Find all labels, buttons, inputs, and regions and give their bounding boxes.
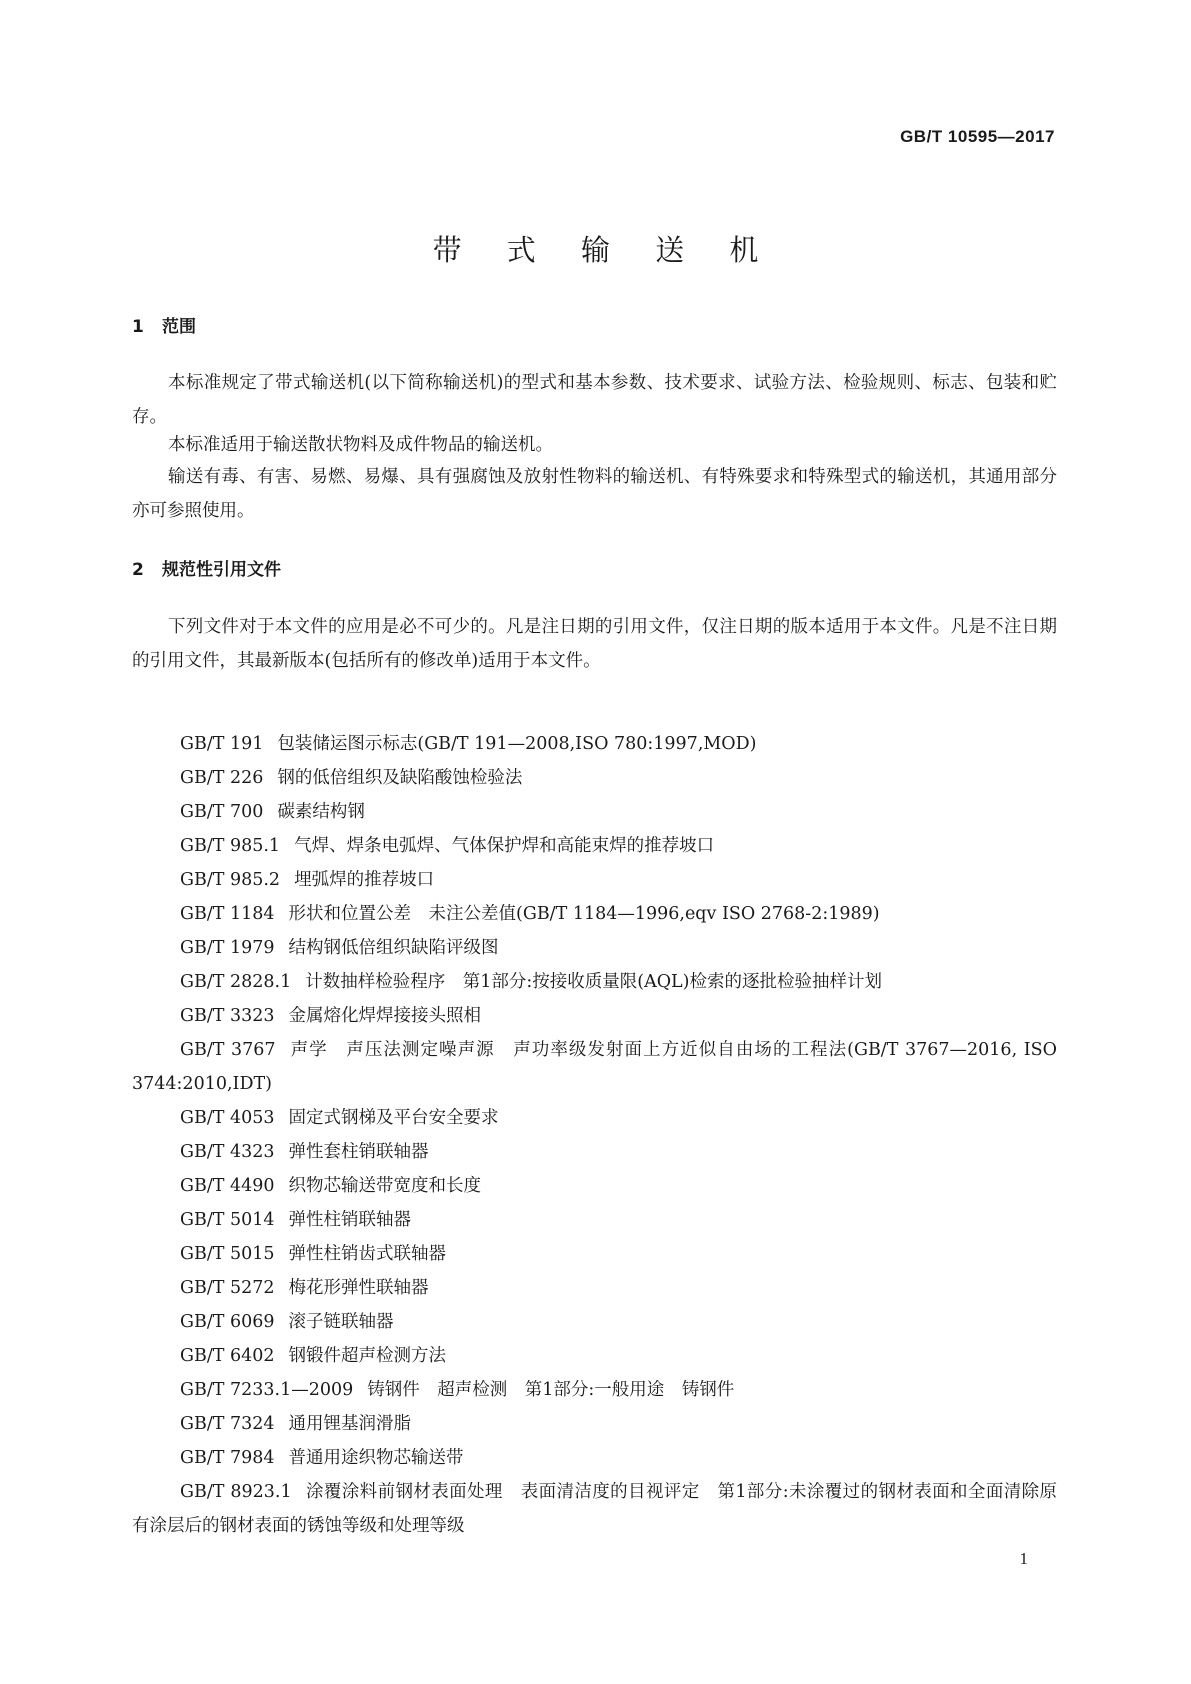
reference-code: GB/T 6402 bbox=[180, 1346, 275, 1366]
reference-item bbox=[132, 931, 1057, 965]
section-1-heading bbox=[132, 312, 196, 337]
reference-title: 形状和位置公差 未注公差值(GB/T 1184—1996,eqv ISO 2768-2:1989) bbox=[288, 904, 880, 924]
reference-title: 通用锂基润滑脂 bbox=[288, 1414, 412, 1434]
reference-title: 碳素结构钢 bbox=[277, 802, 365, 822]
reference-code: GB/T 3323 bbox=[180, 1006, 275, 1026]
reference-title: 埋弧焊的推荐坡口 bbox=[294, 870, 435, 890]
reference-code: GB/T 2828.1 bbox=[180, 972, 292, 992]
reference-code: GB/T 4323 bbox=[180, 1142, 275, 1162]
reference-item bbox=[132, 1237, 1057, 1271]
reference-title: 声学 声压法测定噪声源 声功率级发射面上方近似自由场的工程法(GB/T 3767—2016, ISO 3744:2010,IDT) bbox=[132, 1040, 1057, 1094]
reference-code: GB/T 6069 bbox=[180, 1312, 275, 1332]
reference-item bbox=[132, 1373, 1057, 1407]
reference-item bbox=[132, 1101, 1057, 1135]
reference-item bbox=[132, 761, 1057, 795]
reference-code: GB/T 8923.1 bbox=[180, 1482, 292, 1502]
section-1-title: 范围 bbox=[162, 317, 196, 337]
reference-code: GB/T 4053 bbox=[180, 1108, 275, 1128]
reference-title: 梅花形弹性联轴器 bbox=[288, 1278, 429, 1298]
reference-item bbox=[132, 999, 1057, 1033]
section-1-paragraph: 输送有毒、有害、易燃、易爆、具有强腐蚀及放射性物料的输送机、有特殊要求和特殊型式的输送机，其通用部分亦可参照使用。 bbox=[132, 467, 1057, 521]
reference-item bbox=[132, 1135, 1057, 1169]
reference-code: GB/T 5014 bbox=[180, 1210, 275, 1230]
reference-item bbox=[132, 1339, 1057, 1373]
document-title: 带 式 输 送 机 bbox=[432, 233, 777, 267]
reference-code: GB/T 7324 bbox=[180, 1414, 275, 1434]
reference-title: 结构钢低倍组织缺陷评级图 bbox=[288, 938, 499, 958]
reference-title: 弹性柱销联轴器 bbox=[288, 1210, 412, 1230]
reference-code: GB/T 4490 bbox=[180, 1176, 275, 1196]
reference-title: 包装储运图示标志(GB/T 191—2008,ISO 780:1997,MOD) bbox=[277, 734, 757, 754]
reference-title: 金属熔化焊焊接接头照相 bbox=[288, 1006, 482, 1026]
reference-code: GB/T 985.2 bbox=[180, 870, 281, 890]
reference-item bbox=[132, 795, 1057, 829]
reference-title: 钢锻件超声检测方法 bbox=[288, 1346, 447, 1366]
reference-item bbox=[132, 897, 1057, 931]
reference-item bbox=[132, 1475, 1057, 1543]
reference-list bbox=[132, 727, 1057, 1543]
reference-item bbox=[132, 829, 1057, 863]
section-1-number: 1 bbox=[132, 317, 144, 337]
reference-title: 计数抽样检验程序 第1部分:按接收质量限(AQL)检索的逐批检验抽样计划 bbox=[305, 972, 883, 992]
reference-title: 普通用途织物芯输送带 bbox=[288, 1448, 464, 1468]
reference-title: 钢的低倍组织及缺陷酸蚀检验法 bbox=[277, 768, 523, 788]
reference-title: 弹性套柱销联轴器 bbox=[288, 1142, 429, 1162]
section-2-title: 规范性引用文件 bbox=[162, 560, 281, 580]
reference-item bbox=[132, 965, 1057, 999]
reference-code: GB/T 5015 bbox=[180, 1244, 275, 1264]
reference-item bbox=[132, 1033, 1057, 1101]
reference-item bbox=[132, 1203, 1057, 1237]
reference-title: 气焊、焊条电弧焊、气体保护焊和高能束焊的推荐坡口 bbox=[294, 836, 715, 856]
reference-code: GB/T 191 bbox=[180, 734, 264, 754]
section-2-heading bbox=[132, 555, 281, 580]
reference-item bbox=[132, 1407, 1057, 1441]
section-1-paragraph: 本标准适用于输送散状物料及成件物品的输送机。 bbox=[168, 435, 553, 455]
reference-code: GB/T 1184 bbox=[180, 904, 275, 924]
reference-title: 弹性柱销齿式联轴器 bbox=[288, 1244, 447, 1264]
reference-title: 滚子链联轴器 bbox=[288, 1312, 394, 1332]
section-2-intro: 下列文件对于本文件的应用是必不可少的。凡是注日期的引用文件，仅注日期的版本适用于本文件。凡是不注日期的引用文件，其最新版本(包括所有的修改单)适用于本文件。 bbox=[132, 617, 1057, 671]
reference-item bbox=[132, 863, 1057, 897]
section-2-number: 2 bbox=[132, 560, 144, 580]
section-1-paragraph: 本标准规定了带式输送机(以下简称输送机)的型式和基本参数、技术要求、试验方法、检验规则、标志、包装和贮存。 bbox=[132, 373, 1057, 427]
reference-code: GB/T 1979 bbox=[180, 938, 275, 958]
reference-code: GB/T 226 bbox=[180, 768, 264, 788]
reference-code: GB/T 985.1 bbox=[180, 836, 281, 856]
reference-code: GB/T 5272 bbox=[180, 1278, 275, 1298]
standard-code: GB/T 10595—2017 bbox=[900, 127, 1055, 146]
page-number: 1 bbox=[1019, 1549, 1028, 1568]
reference-title: 涂覆涂料前钢材表面处理 表面清洁度的目视评定 第1部分:未涂覆过的钢材表面和全面清除原有涂层后的钢材表面的锈蚀等级和处理等级 bbox=[132, 1482, 1057, 1536]
reference-title: 织物芯输送带宽度和长度 bbox=[288, 1176, 482, 1196]
reference-item bbox=[132, 727, 1057, 761]
reference-title: 铸钢件 超声检测 第1部分:一般用途 铸钢件 bbox=[367, 1380, 735, 1400]
reference-code: GB/T 700 bbox=[180, 802, 264, 822]
reference-code: GB/T 7233.1—2009 bbox=[180, 1380, 354, 1400]
reference-item bbox=[132, 1305, 1057, 1339]
reference-item bbox=[132, 1441, 1057, 1475]
reference-item bbox=[132, 1169, 1057, 1203]
reference-code: GB/T 7984 bbox=[180, 1448, 275, 1468]
reference-item bbox=[132, 1271, 1057, 1305]
reference-title: 固定式钢梯及平台安全要求 bbox=[288, 1108, 499, 1128]
reference-code: GB/T 3767 bbox=[180, 1040, 276, 1060]
